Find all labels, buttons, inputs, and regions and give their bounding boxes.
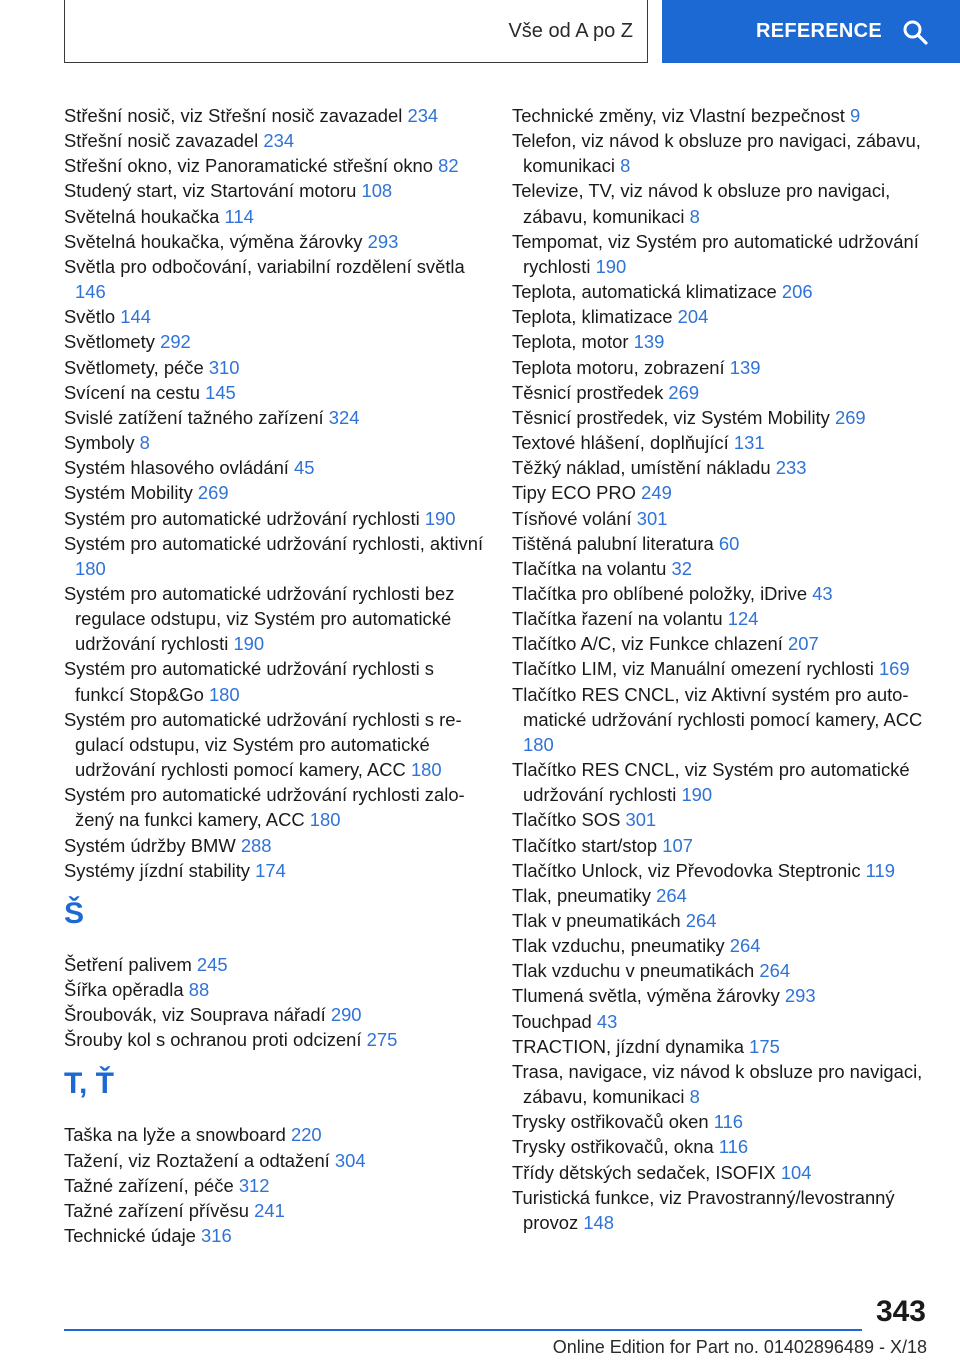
page-link[interactable]: 8 bbox=[620, 155, 631, 177]
index-entry-text: Taška na lyže a snowboard bbox=[64, 1124, 286, 1146]
index-entry bbox=[64, 229, 484, 254]
index-entry bbox=[512, 178, 932, 228]
index-entry-text: Tištěná palubní literatura bbox=[512, 532, 714, 554]
page-link[interactable]: 60 bbox=[718, 532, 740, 554]
page-link[interactable]: 204 bbox=[677, 306, 709, 328]
index-entry-text: Systémy jízdní stability bbox=[64, 859, 251, 881]
index-entry bbox=[64, 178, 484, 203]
index-entry bbox=[64, 782, 484, 832]
index-entry-text: Systém pro automatické udržování rychlosti, aktivní bbox=[64, 532, 484, 554]
index-entry bbox=[512, 103, 932, 128]
page-link[interactable]: 82 bbox=[438, 155, 459, 177]
page-link[interactable]: 269 bbox=[834, 406, 866, 428]
page-link[interactable]: 114 bbox=[224, 205, 254, 227]
index-entry bbox=[512, 455, 932, 480]
page-link[interactable]: 139 bbox=[633, 331, 665, 353]
index-entry bbox=[512, 430, 932, 455]
index-entry-text: Šetření palivem bbox=[64, 953, 192, 975]
index-entry-text: Tažné zařízení přívěsu bbox=[64, 1199, 250, 1221]
index-entry-text: Svícení na cestu bbox=[64, 381, 200, 403]
footer-divider bbox=[64, 1329, 862, 1331]
index-entry-text: Tempomat, viz Systém pro automatické udržování rychlosti bbox=[512, 230, 919, 277]
index-entry bbox=[64, 1148, 484, 1173]
index-entry-text: Tlačítko RES CNCL, viz Systém pro automatické udržování rychlosti bbox=[512, 759, 910, 806]
page-link[interactable]: 8 bbox=[689, 1086, 700, 1108]
index-entry-text: Střešní nosič, viz Střešní nosič zavazadel bbox=[64, 105, 403, 126]
index-entry bbox=[64, 128, 484, 153]
tab-reference[interactable] bbox=[662, 0, 960, 63]
index-entry-text: Světelná houkačka, výměna žárovky bbox=[64, 230, 363, 252]
page-link[interactable]: 310 bbox=[208, 356, 240, 378]
index-entry-text: Systém Mobility bbox=[64, 482, 193, 504]
footer-edition-text: Online Edition for Part no. 01402896489 - X/18 bbox=[552, 1337, 927, 1357]
index-entry bbox=[64, 304, 484, 329]
index-entry-text: Systém pro automatické udržování rychlosti s funkcí Stop&Go bbox=[64, 658, 435, 705]
index-entry bbox=[512, 279, 932, 304]
page-link[interactable]: 8 bbox=[689, 205, 700, 227]
index-entry bbox=[512, 405, 932, 430]
index-entry bbox=[64, 977, 484, 1002]
index-entry bbox=[64, 355, 484, 380]
index-entry-text: Systém pro automatické udržování rychlosti s regulací odstupu, viz Systém pro automatické udržování rychlosti pomocí kamery, ACC bbox=[64, 708, 462, 781]
index-entry bbox=[64, 380, 484, 405]
index-entry-text: Světlomety bbox=[64, 331, 155, 353]
page-link[interactable]: 45 bbox=[294, 457, 315, 479]
page-link[interactable]: 264 bbox=[729, 935, 761, 957]
index-column-left bbox=[64, 103, 484, 1248]
index-entry bbox=[64, 204, 484, 229]
page-link[interactable]: 9 bbox=[850, 105, 861, 126]
index-entry-text: Střešní okno, viz Panoramatické střešní okno bbox=[64, 155, 434, 177]
index-entry bbox=[512, 329, 932, 354]
page-link[interactable]: 264 bbox=[759, 960, 791, 982]
index-entry-text: Šířka opěradla bbox=[64, 979, 184, 1000]
index-entry bbox=[512, 380, 932, 405]
page-link[interactable]: 190 bbox=[595, 255, 627, 277]
page-link[interactable]: 301 bbox=[625, 809, 657, 831]
index-entry bbox=[512, 355, 932, 380]
index-entry bbox=[512, 304, 932, 329]
index-entry bbox=[64, 153, 484, 178]
page-link[interactable]: 43 bbox=[596, 1010, 618, 1032]
index-entry bbox=[512, 833, 932, 858]
index-entry-text: Turistická funkce, viz Pravostranný/levostranný provoz bbox=[512, 1186, 895, 1233]
index-entry-text: Svislé zatížení tažného zařízení bbox=[64, 406, 324, 428]
index-entry-text: Těsnicí prostředek, viz Systém Mobility bbox=[512, 406, 830, 428]
index-entry bbox=[512, 606, 932, 631]
index-entry bbox=[64, 707, 484, 782]
index-entry-text: Tísňové volání bbox=[512, 507, 632, 529]
index-entry-text: TRACTION, jízdní dynamika bbox=[512, 1035, 744, 1057]
page-link[interactable]: 174 bbox=[255, 859, 286, 881]
page-link[interactable]: 43 bbox=[812, 582, 833, 604]
index-entry bbox=[512, 581, 932, 606]
index-entry bbox=[512, 682, 932, 757]
index-entry bbox=[64, 455, 484, 480]
index-entry bbox=[64, 858, 484, 883]
index-entry-text: Tažné zařízení, péče bbox=[64, 1174, 234, 1196]
page-link[interactable]: 234 bbox=[263, 130, 295, 152]
index-entry bbox=[512, 1109, 932, 1134]
index-entry bbox=[64, 1122, 484, 1147]
page-link[interactable]: 139 bbox=[729, 356, 761, 378]
page-link[interactable]: 116 bbox=[718, 1136, 749, 1158]
index-entry-text: Textové hlášení, doplňující bbox=[512, 432, 729, 454]
page-link[interactable]: 290 bbox=[330, 1004, 362, 1026]
index-entry-text: Světlo bbox=[64, 306, 116, 328]
page-link[interactable]: 312 bbox=[238, 1174, 270, 1196]
index-entry-text: Střešní nosič zavazadel bbox=[64, 130, 259, 152]
page-link[interactable]: 206 bbox=[781, 281, 813, 303]
index-entry-text: Systém údržby BMW bbox=[64, 834, 236, 856]
tab-a-to-z-label: Vše od A po Z bbox=[508, 19, 633, 42]
index-entry bbox=[512, 229, 932, 279]
index-entry-text: Trysky ostřikovačů oken bbox=[512, 1111, 709, 1133]
index-entry-text: Světla pro odbočování, variabilní rozdělení světla bbox=[64, 255, 465, 277]
page-link[interactable]: 316 bbox=[201, 1225, 232, 1247]
index-entry-text: Tlačítka pro oblíbené položky, iDrive bbox=[512, 582, 808, 604]
index-entry bbox=[64, 531, 484, 581]
index-entry-text: Tlačítka na volantu bbox=[512, 557, 667, 579]
index-entry-text: Symboly bbox=[64, 432, 135, 454]
page-link[interactable]: 293 bbox=[784, 985, 816, 1007]
page-link[interactable]: 32 bbox=[671, 557, 692, 579]
index-entry-text: Tlačítko RES CNCL, viz Aktivní systém pro automatické udržování rychlosti pomocí kamery, ACC bbox=[512, 683, 923, 730]
index-entry bbox=[512, 858, 932, 883]
index-entry-text: Tlačítko start/stop bbox=[512, 834, 658, 856]
index-entry bbox=[512, 631, 932, 656]
index-entry-text: Televize, TV, viz návod k obsluze pro navigaci, zábavu, komunikaci bbox=[512, 180, 891, 227]
page-link[interactable]: 245 bbox=[196, 953, 228, 975]
index-entry-text: Technické změny, viz Vlastní bezpečnost bbox=[512, 105, 845, 126]
index-entry-text: Systém pro automatické udržování rychlosti bez regulace odstupu, viz Systém pro automatické udržování rychlosti bbox=[64, 582, 455, 655]
index-entry bbox=[512, 883, 932, 908]
index-entry bbox=[64, 1173, 484, 1198]
index-entry-text: Studený start, viz Startování motoru bbox=[64, 180, 357, 202]
page-link[interactable]: 180 bbox=[309, 809, 341, 831]
page-link[interactable]: 116 bbox=[713, 1111, 744, 1133]
page-link[interactable]: 8 bbox=[139, 432, 150, 454]
page-link[interactable]: 233 bbox=[775, 457, 807, 479]
index-entry-text: Tlačítka řazení na volantu bbox=[512, 608, 723, 630]
tab-a-to-z[interactable] bbox=[64, 0, 648, 63]
page-link[interactable]: 180 bbox=[523, 733, 554, 755]
index-entry bbox=[64, 581, 484, 656]
index-entry bbox=[64, 1027, 484, 1052]
index-entry bbox=[512, 958, 932, 983]
index-entry-text: Tlak vzduchu, pneumatiky bbox=[512, 935, 725, 957]
page-link[interactable]: 241 bbox=[254, 1199, 285, 1221]
page-link[interactable]: 264 bbox=[656, 884, 687, 906]
index-entry bbox=[512, 1034, 932, 1059]
search-icon[interactable] bbox=[902, 19, 928, 45]
page-header bbox=[0, 0, 960, 66]
index-entry-text: Třídy dětských sedaček, ISOFIX bbox=[512, 1161, 776, 1183]
index-entry bbox=[512, 656, 932, 681]
index-entry-text: Světelná houkačka bbox=[64, 205, 220, 227]
index-entry-text: Trysky ostřikovačů, okna bbox=[512, 1136, 714, 1158]
page-link[interactable]: 175 bbox=[749, 1035, 780, 1057]
index-entry bbox=[64, 103, 484, 128]
page-link[interactable]: 104 bbox=[780, 1161, 812, 1183]
page-link[interactable]: 124 bbox=[727, 608, 759, 630]
page-link[interactable]: 180 bbox=[75, 557, 106, 579]
index-entry bbox=[64, 480, 484, 505]
index-entry-text: Systém pro automatické udržování rychlosti založený na funkci kamery, ACC bbox=[64, 784, 465, 831]
page-link[interactable]: 269 bbox=[668, 381, 700, 403]
index-entry bbox=[64, 254, 484, 304]
index-entry bbox=[64, 430, 484, 455]
section-heading: T, Ť bbox=[64, 1067, 114, 1101]
page-link[interactable]: 190 bbox=[233, 633, 265, 655]
page-link[interactable]: 88 bbox=[188, 979, 210, 1000]
index-entry-text: Tlačítko Unlock, viz Převodovka Steptronic bbox=[512, 859, 861, 881]
index-entry-text: Touchpad bbox=[512, 1010, 592, 1032]
index-entry bbox=[512, 933, 932, 958]
page-link[interactable]: 131 bbox=[733, 432, 765, 454]
index-entry-text: Trasa, navigace, viz návod k obsluze pro navigaci, zábavu, komunikaci bbox=[512, 1060, 923, 1108]
index-entry bbox=[512, 1134, 932, 1159]
page-link[interactable]: 304 bbox=[334, 1149, 366, 1171]
index-entry-text: Telefon, viz návod k obsluze pro navigaci, zábavu, komunikaci bbox=[512, 130, 921, 177]
page-link[interactable]: 293 bbox=[367, 230, 399, 252]
page-link[interactable]: 148 bbox=[583, 1211, 615, 1233]
page-link[interactable]: 107 bbox=[662, 834, 693, 856]
index-entry-text: Systém hlasového ovládání bbox=[64, 457, 289, 479]
index-entry-text: Tlak vzduchu v pneumatikách bbox=[512, 960, 755, 982]
page-link[interactable]: 190 bbox=[424, 507, 456, 529]
index-entry bbox=[64, 1223, 484, 1248]
index-entry bbox=[64, 952, 484, 977]
page-number: 343 bbox=[875, 1295, 926, 1328]
index-entry-text: Tlačítko A/C, viz Funkce chlazení bbox=[512, 633, 783, 655]
index-entry bbox=[64, 506, 484, 531]
page-link[interactable]: 144 bbox=[120, 306, 151, 328]
index-entry bbox=[512, 531, 932, 556]
index-entry-text: Tlačítko SOS bbox=[512, 809, 621, 831]
index-entry bbox=[512, 807, 932, 832]
index-entry-text: Systém pro automatické udržování rychlosti bbox=[64, 507, 420, 529]
page-link[interactable]: 145 bbox=[205, 381, 236, 403]
index-entry-text: Těsnicí prostředek bbox=[512, 381, 664, 403]
index-entry-text: Těžký náklad, umístění nákladu bbox=[512, 457, 771, 479]
index-entry-text: Tlumená světla, výměna žárovky bbox=[512, 985, 780, 1007]
page-link[interactable]: 288 bbox=[240, 834, 272, 856]
index-entry bbox=[512, 1160, 932, 1185]
page-link[interactable]: 207 bbox=[787, 633, 819, 655]
index-entry-text: Tlak v pneumatikách bbox=[512, 910, 681, 931]
index-entry-text: Tlak, pneumatiky bbox=[512, 884, 652, 906]
index-entry-text: Teplota motoru, zobrazení bbox=[512, 356, 725, 378]
index-entry-text: Teplota, automatická klimatizace bbox=[512, 281, 777, 303]
index-entry-text: Šrouby kol s ochranou proti odcizení bbox=[64, 1029, 362, 1051]
index-entry bbox=[512, 908, 932, 933]
index-entry bbox=[64, 329, 484, 354]
page-link[interactable]: 275 bbox=[366, 1029, 398, 1051]
index-entry-text: Tažení, viz Roztažení a odtažení bbox=[64, 1149, 330, 1171]
index-entry bbox=[512, 1009, 932, 1034]
index-entry-text: Tlačítko LIM, viz Manuální omezení rychlosti bbox=[512, 658, 874, 680]
page-link[interactable]: 146 bbox=[75, 281, 106, 303]
page-link[interactable]: 324 bbox=[328, 406, 360, 428]
index-entry-text: Šroubovák, viz Souprava nářadí bbox=[64, 1004, 326, 1026]
page-link[interactable]: 264 bbox=[685, 910, 717, 931]
page-link[interactable]: 292 bbox=[160, 331, 191, 353]
index-entry bbox=[64, 656, 484, 706]
page-link[interactable]: 269 bbox=[197, 482, 229, 504]
index-entry bbox=[64, 833, 484, 858]
index-entry-text: Teplota, motor bbox=[512, 331, 629, 353]
page-link[interactable]: 180 bbox=[208, 683, 240, 705]
index-entry bbox=[512, 506, 932, 531]
index-entry-text: Tipy ECO PRO bbox=[512, 482, 636, 504]
index-entry bbox=[512, 556, 932, 581]
tab-reference-label: REFERENCE bbox=[756, 20, 883, 42]
index-entry-text: Technické údaje bbox=[64, 1225, 196, 1247]
section-heading: Š bbox=[64, 896, 85, 930]
page-link[interactable]: 190 bbox=[681, 784, 713, 806]
page-link[interactable]: 249 bbox=[641, 482, 672, 504]
index-entry bbox=[64, 1198, 484, 1223]
index-entry bbox=[512, 983, 932, 1008]
page-link[interactable]: 180 bbox=[410, 759, 442, 781]
index-entry bbox=[512, 757, 932, 807]
index-entry bbox=[512, 128, 932, 178]
index-entry bbox=[512, 480, 932, 505]
index-entry bbox=[512, 1059, 932, 1109]
index-entry bbox=[512, 1185, 932, 1235]
index-entry bbox=[64, 405, 484, 430]
page-link[interactable]: 301 bbox=[636, 507, 668, 529]
index-entry-text: Teplota, klimatizace bbox=[512, 306, 673, 328]
page-link[interactable]: 108 bbox=[361, 180, 393, 202]
page-link[interactable]: 234 bbox=[407, 105, 439, 126]
index-entry-text: Světlomety, péče bbox=[64, 356, 204, 378]
page-link[interactable]: 169 bbox=[878, 658, 910, 680]
page-link[interactable]: 220 bbox=[290, 1124, 322, 1146]
index-entry bbox=[64, 1002, 484, 1027]
page-link[interactable]: 119 bbox=[865, 859, 895, 881]
index-column-right bbox=[512, 103, 932, 1235]
